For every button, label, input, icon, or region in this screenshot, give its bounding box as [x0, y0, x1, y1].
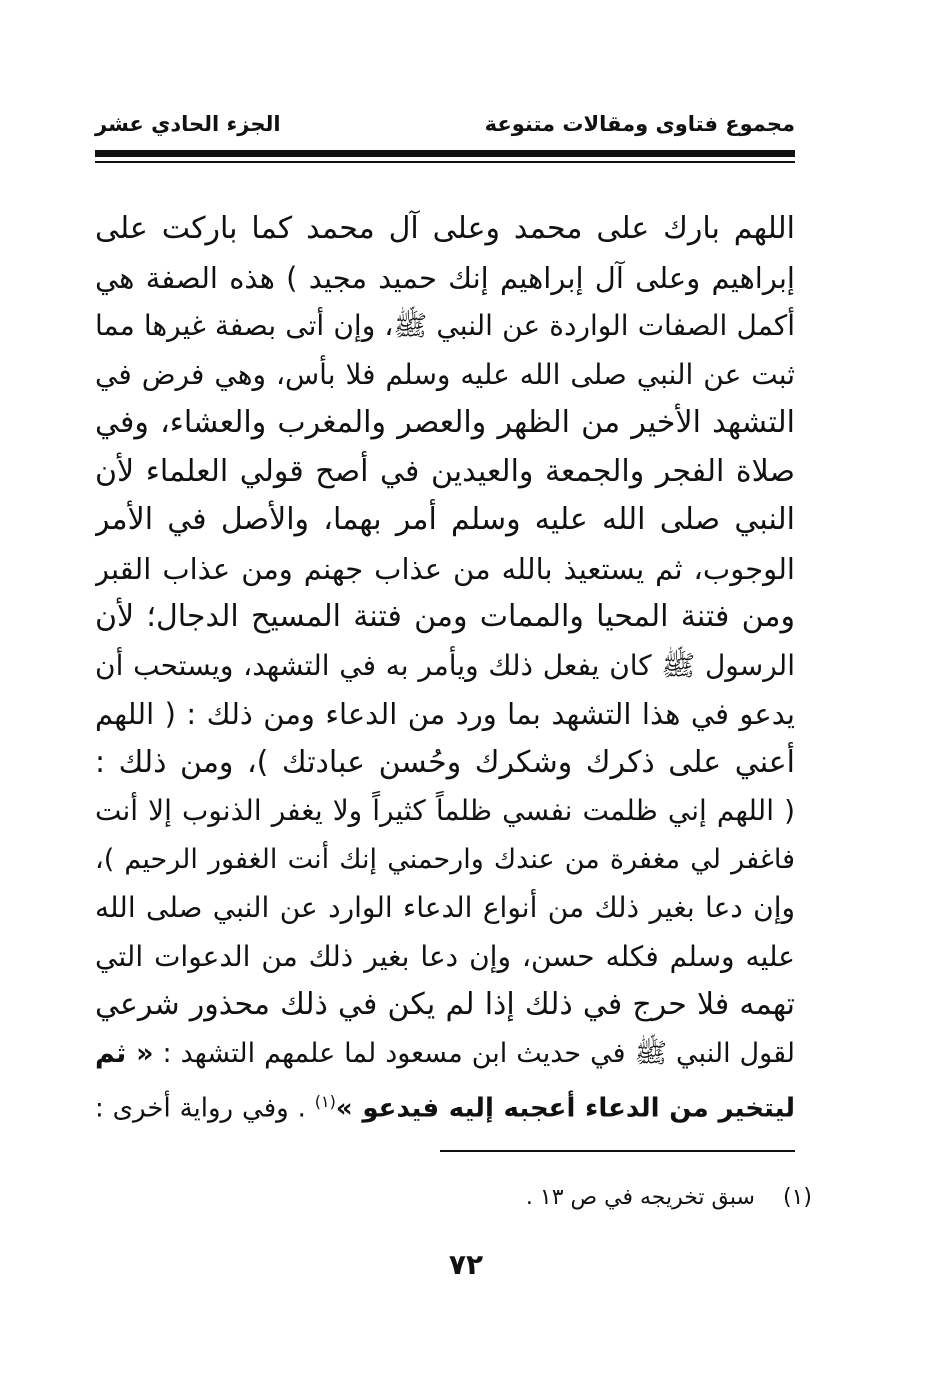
text-line: التشهد الأخير من الظهر والعصر والمغرب والعشاء، وفي	[95, 405, 795, 440]
text-line: أعني على ذكرك وشكرك وحُسن عبادتك )، ومن ذلك :	[95, 744, 795, 780]
header-rule-thin	[95, 161, 795, 163]
footnote-reference[interactable]: (١)	[314, 1092, 336, 1111]
text-line: يدعو في هذا التشهد بما ورد من الدعاء ومن ذلك : ( اللهم	[95, 697, 795, 731]
text-line: عليه وسلم فكله حسن، وإن دعا بغير ذلك من الدعوات التي	[95, 939, 795, 973]
text-line: الرسول ﷺ كان يفعل ذلك ويأمر به في التشهد، ويستحب أن	[95, 648, 795, 682]
text-line: صلاة الفجر والجمعة والعيدين في أصح قولي العلماء لأن	[95, 453, 795, 489]
page-header	[95, 112, 795, 148]
text-line: وإن دعا بغير ذلك من أنواع الدعاء الوارد عن النبي صلى الله	[95, 891, 795, 924]
text-line-with-quote-open	[95, 1030, 795, 1079]
book-title: مجموع فتاوى ومقالات متنوعة	[484, 112, 795, 136]
text-line: لقول النبي ﷺ في حديث ابن مسعود لما علمهم التشهد :	[162, 1037, 795, 1069]
main-text	[95, 205, 795, 1140]
text-line: ومن فتنة المحيا والممات ومن فتنة المسيح الدجال؛ لأن	[95, 599, 795, 634]
header-rule-thick	[95, 150, 795, 157]
text-line: إبراهيم وعلى آل إبراهيم إنك حميد مجيد ) هذه الصفة هي	[95, 260, 795, 295]
footnote	[526, 1185, 812, 1210]
text-line: النبي صلى الله عليه وسلم أمر بهما، والأصل في الأمر	[95, 502, 795, 537]
footnote-marker: (١)	[782, 1185, 812, 1210]
page-number: ٧٢	[448, 1248, 484, 1281]
footnote-text: سبق تخريجه في ص ١٣ .	[525, 1185, 755, 1210]
volume-title: الجزء الحادي عشر	[95, 112, 281, 136]
text-after-quote: . وفي رواية أخرى :	[95, 1093, 306, 1124]
text-line: ( اللهم إني ظلمت نفسي ظلماً كثيراً ولا يغفر الذنوب إلا أنت	[95, 794, 795, 827]
text-line: أكمل الصفات الواردة عن النبي ﷺ، وإن أتى بصفة غيرها مما	[95, 309, 795, 342]
text-line: اللهم بارك على محمد وعلى آل محمد كما باركت على	[95, 211, 795, 246]
quote-open: « ثم	[95, 1037, 154, 1069]
text-line: فاغفر لي مغفرة من عندك وارحمني إنك أنت الغفور الرحيم )،	[95, 843, 795, 875]
text-line-with-quote	[95, 1078, 795, 1133]
footnote-separator	[440, 1150, 795, 1152]
text-line: تهمه فلا حرج في ذلك إذا لم يكن في ذلك محذور شرعي	[95, 987, 795, 1022]
hadith-quote: ليتخير من الدعاء أعجبه إليه فيدعو »	[335, 1093, 795, 1124]
text-line: ثبت عن النبي صلى الله عليه وسلم فلا بأس، وهي فرض في	[95, 357, 795, 391]
text-line: الوجوب، ثم يستعيذ بالله من عذاب جهنم ومن عذاب القبر	[95, 551, 795, 586]
